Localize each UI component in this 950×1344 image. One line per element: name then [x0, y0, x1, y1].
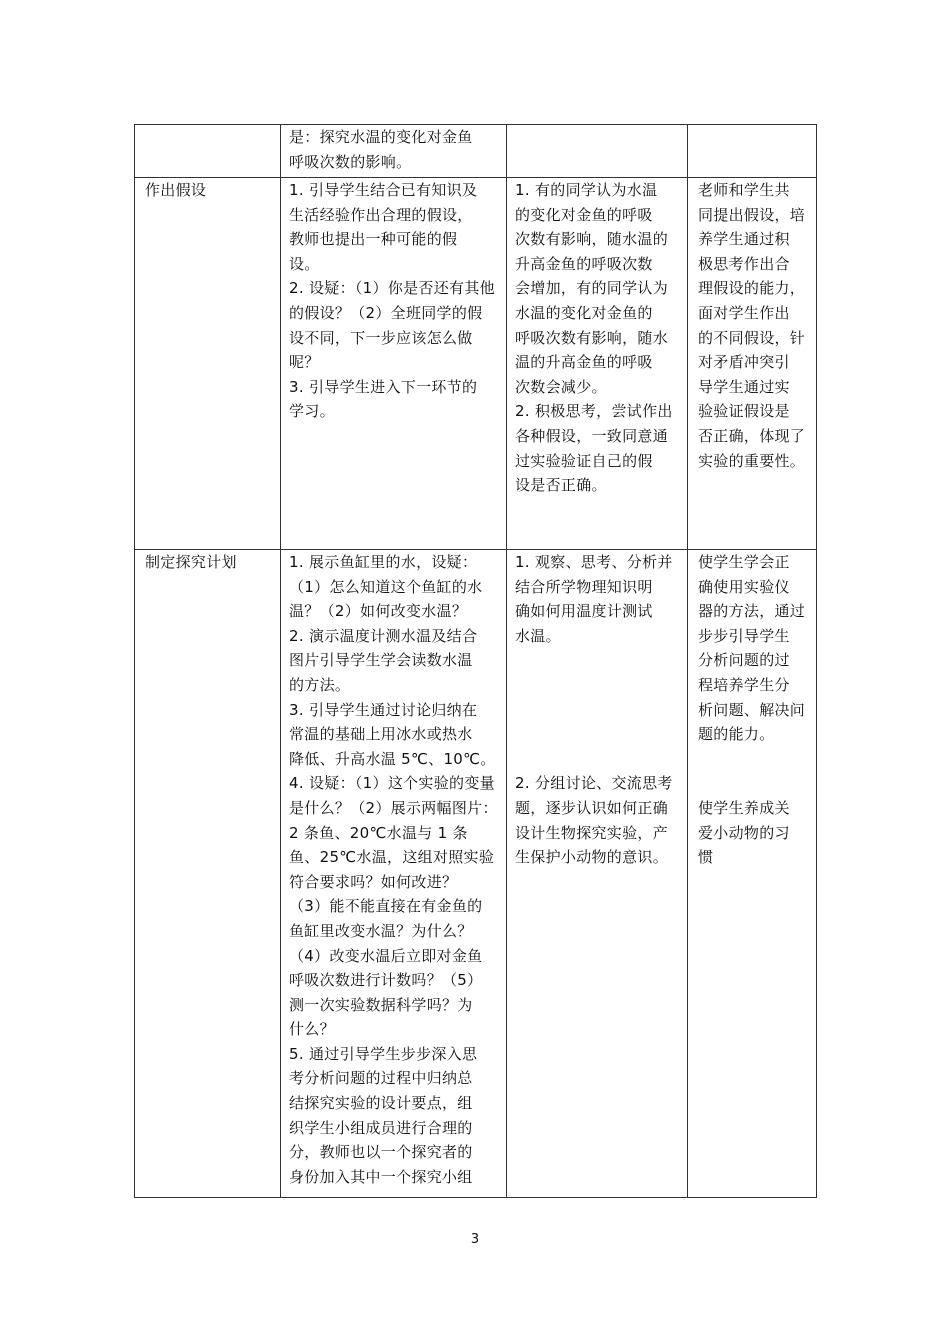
teacher-activity-text: 1. 引导学生结合已有知识及 生活经验作出合理的假设， 教师也提出一种可能的假 设。 2. 设疑：（1）你是否还有其他 的假设？（2）全班同学的假 设不同，下一步应该怎么做 呢？ 3. 引导学生进入下一环节的 学习。	[289, 181, 495, 421]
teacher-activity-cell	[281, 125, 507, 178]
design-intent-cell	[688, 178, 817, 550]
student-activity-text: 1. 有的同学认为水温 的变化对金鱼的呼吸 次数有影响，随水温的 升高金鱼的呼吸次数 会增加，有的同学认为 水温的变化对金鱼的 呼吸次数有影响，随水 温的升高金鱼的呼吸 次数会减少。 2. 积极思考，尝试作出 各种假设，一致同意通 过实验验证自己的假 设是否正确。	[515, 181, 673, 495]
table-row	[135, 125, 817, 178]
stage-cell	[135, 125, 281, 178]
teacher-activity-cell	[281, 550, 507, 1198]
stage-cell	[135, 550, 281, 1198]
teacher-activity-text: 是：探究水温的变化对金鱼 呼吸次数的影响。	[289, 128, 473, 171]
student-activity-cell	[507, 550, 688, 1198]
stage-text: 制定探究计划	[145, 553, 237, 571]
teacher-activity-text: 1. 展示鱼缸里的水，设疑： （1）怎么知道这个鱼缸的水 温？（2）如何改变水温？ 2. 演示温度计测水温及结合 图片引导学生学会读数水温 的方法。 3. 引导学生通过讨论归纳在 常温的基础上用冰水或热水 降低、升高水温 5℃、10℃。 4. 设疑：（1）这个实验的变量 是什么？（2）展示两幅图片： 2 条鱼、20℃水温与 1 条 鱼、25℃水温，这组对照实验 符合要求吗？如何改进？ （3）能不能直接在有金鱼的 鱼缸里改变水温？为什么？ （4）改变水温后立即对金鱼 呼吸次数进行计数吗？（5） 测一次实验数据科学吗？为 什么？ 5. 通过引导学生步步深入思 考分析问题的过程中归纳总 结探究实验的设计要点，组 织学生小组成员进行合理的 分，教师也以一个探究者的 身份加入其中一个探究小组	[289, 553, 498, 1186]
table-row	[135, 178, 817, 550]
design-intent-text: 使学生学会正 确使用实验仪 器的方法，通过 步步引导学生 分析问题的过 程培养学生分 析问题、解决问 题的能力。 使学生养成关 爱小动物的习 惯	[698, 553, 806, 867]
student-activity-cell	[507, 178, 688, 550]
page-number: 3	[470, 1232, 480, 1247]
student-activity-cell	[507, 125, 688, 178]
design-intent-cell	[688, 550, 817, 1198]
design-intent-cell	[688, 125, 817, 178]
student-activity-text: 1. 观察、思考、分析并 结合所学物理知识明 确如何用温度计测试 水温。 2. 分组讨论、交流思考 题，逐步认识如何正确 设计生物探究实验，产 生保护小动物的意识。	[515, 553, 673, 867]
lesson-plan-table	[134, 124, 817, 1198]
stage-cell	[135, 178, 281, 550]
stage-text: 作出假设	[145, 181, 207, 199]
design-intent-text: 老师和学生共 同提出假设，培 养学生通过积 极思考作出合 理假设的能力， 面对学生作出 的不同假设，针 对矛盾冲突引 导学生通过实 验验证假设是 否正确，体现了 实验的重要性。	[698, 181, 806, 470]
table-row	[135, 550, 817, 1198]
teacher-activity-cell	[281, 178, 507, 550]
